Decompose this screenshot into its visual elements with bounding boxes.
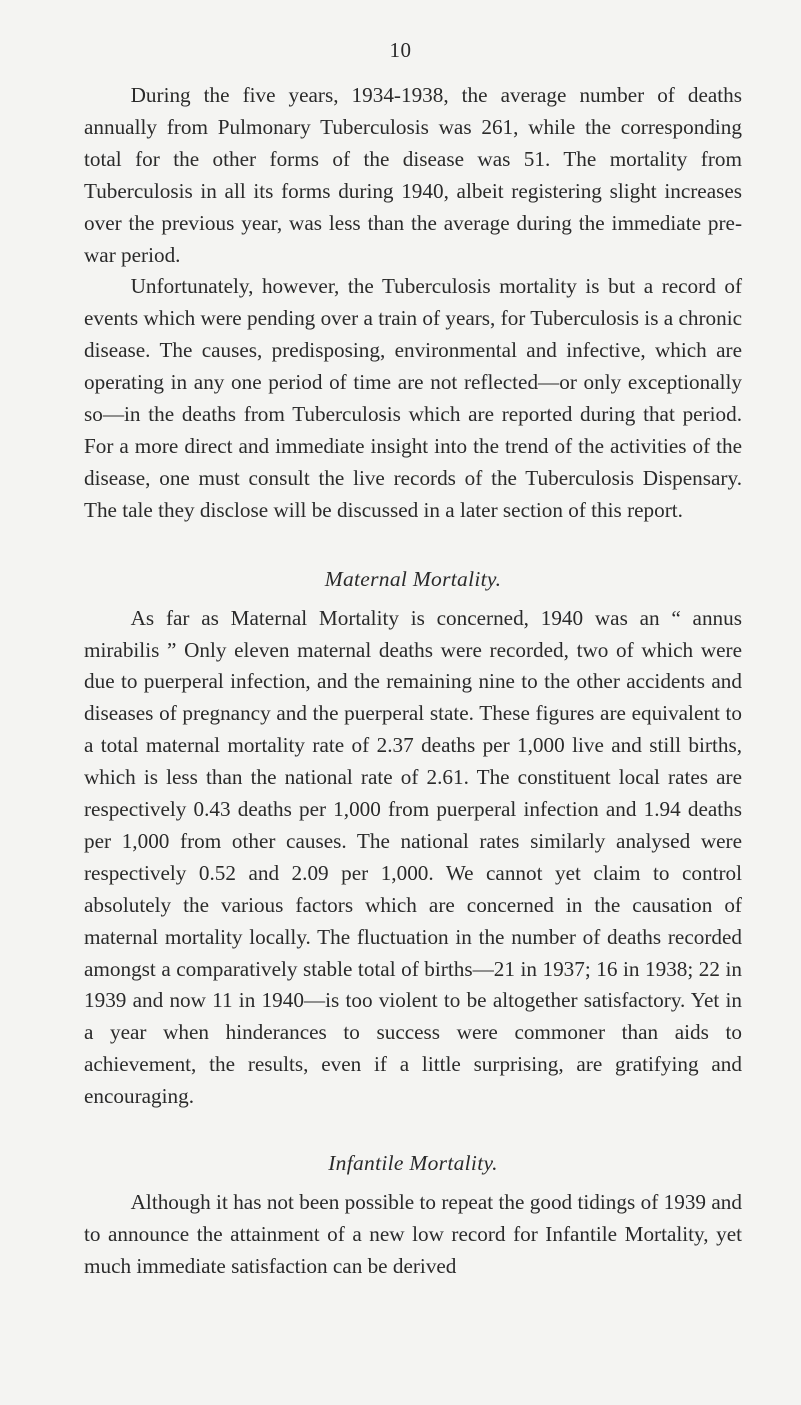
section-heading-infantile-mortality: Infantile Mortality. <box>328 1151 498 1176</box>
paragraph-infantile-mortality: Although it has not been possible to repeat the good tidings of 1939 and to announce the attainment of a new low record for Infantile Mortality, yet much immediate satisfaction can be derived <box>84 1190 742 1278</box>
section-heading-maternal-mortality: Maternal Mortality. <box>324 566 502 591</box>
paragraph-tuberculosis-chronic: Unfortunately, however, the Tuberculosis mortality is but a record of events which were pending over a train of years, for Tuberculosis is a chronic disease. The causes, predisposing, environmental and infective, which are operating in any one period of time are not reflected—or only exceptionally so—in the deaths from Tuberculosis which are reported during that period. For a more direct and immediate insight into the trend of the activities of the disease, one must consult the live records of the Tuberculosis Dispensary. The tale they disclose will be discussed in a later section of this report. <box>84 274 742 522</box>
paragraph-tuberculosis-deaths: During the five years, 1934-1938, the average number of deaths annually from Pulmonary Tuberculosis was 261, while the corresponding total for the other forms of the disease was 51. The mortality from Tuberculosis in all its forms during 1940, albeit registering slight increases over the previous year, was less than the average during the immediate pre-war period. <box>84 83 742 267</box>
page-number: 10 <box>389 38 412 62</box>
body-text <box>84 80 742 1283</box>
paragraph-maternal-mortality: As far as Maternal Mortality is concerned, 1940 was an “ annus mirabilis ” Only eleven maternal deaths were recorded, two of which were due to puerperal infection, and the remaining nine to the other accidents and diseases of pregnancy and the puerperal state. These figures are equivalent to a total maternal mortality rate of 2.37 deaths per 1,000 live and still births, which is less than the national rate of 2.61. The constituent local rates are respectively 0.43 deaths per 1,000 from puerperal infection and 1.94 deaths per 1,000 from other causes. The national rates similarly analysed were respectively 0.52 and 2.09 per 1,000. We cannot yet claim to control absolutely the various factors which are concerned in the causation of maternal mortality locally. The fluctuation in the number of deaths recorded amongst a comparatively stable total of births—21 in 1937; 16 in 1938; 22 in 1939 and now 11 in 1940—is too violent to be altogether satisfactory. Yet in a year when hinderances to success were commoner than aids to achievement, the results, even if a little surprising, are gratifying and encouraging. <box>84 605 742 1109</box>
